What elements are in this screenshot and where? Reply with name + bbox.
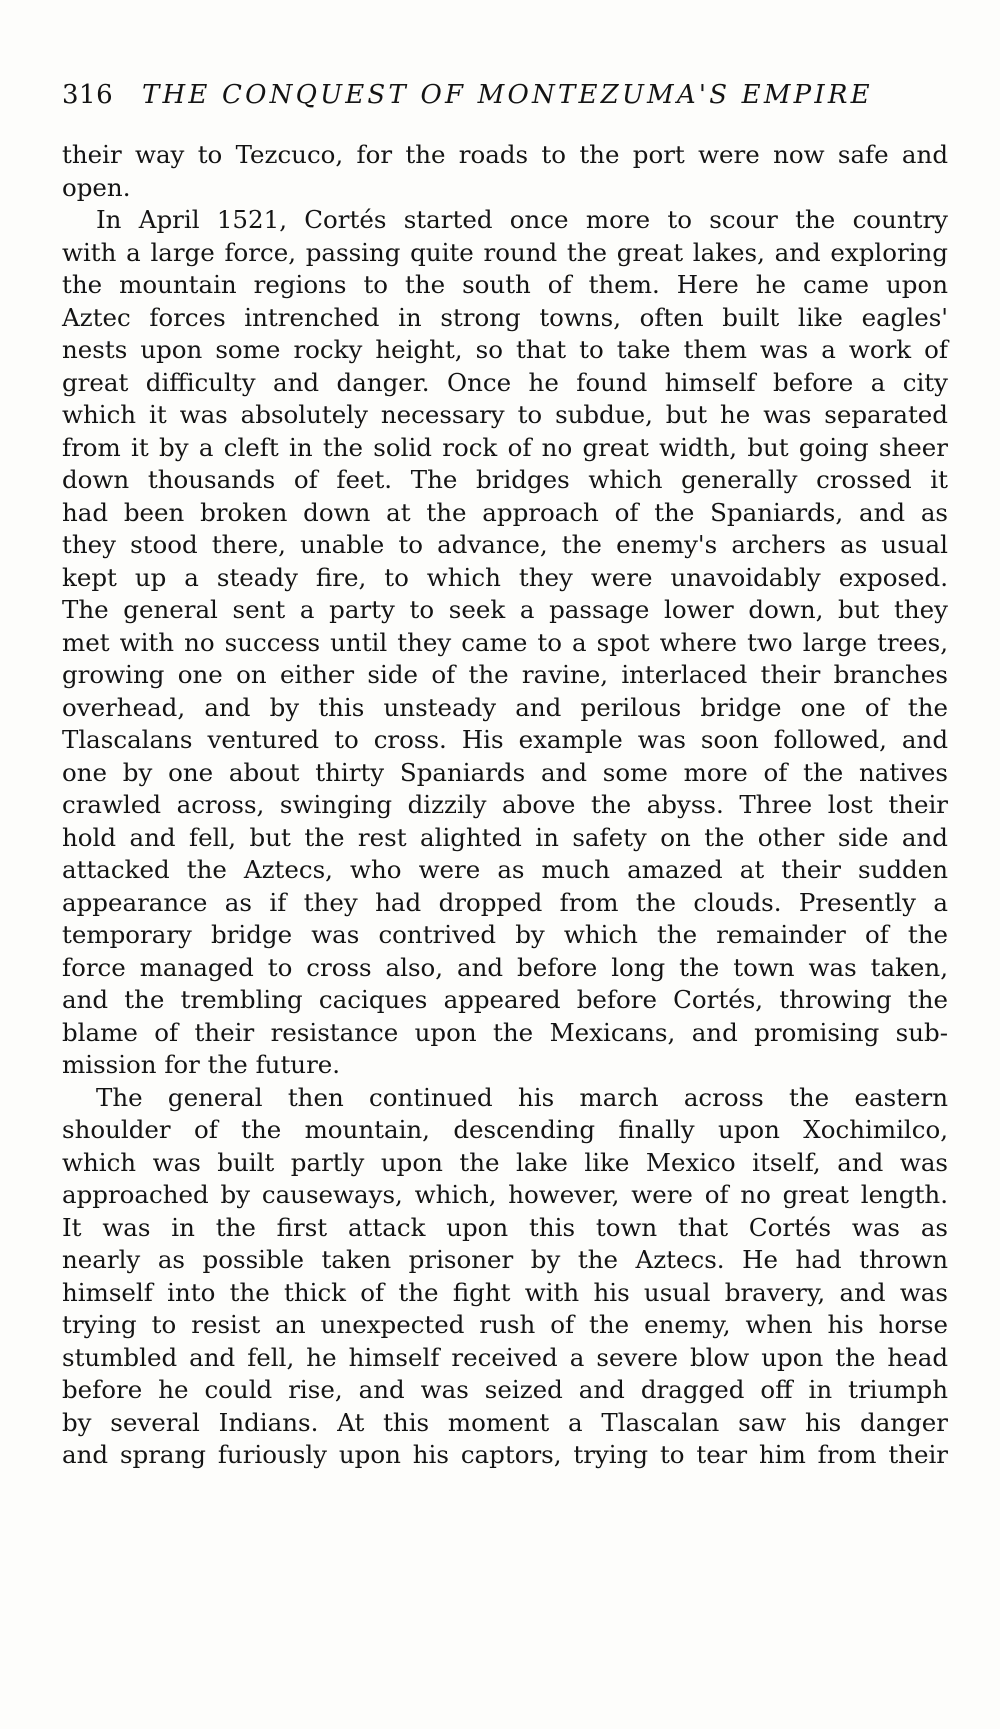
- text-line: met with no success until they came to a spot where two large trees,: [62, 627, 948, 657]
- text-line: blame of their resistance upon the Mexicans, and promising sub-: [62, 1017, 948, 1047]
- text-line: Aztec forces intrenched in strong towns, often built like eagles': [62, 302, 948, 332]
- text-line: It was in the first attack upon this town that Cortés was as: [62, 1212, 948, 1242]
- running-title: THE CONQUEST OF MONTEZUMA'S EMPIRE: [142, 80, 873, 110]
- text-line: down thousands of feet. The bridges which generally crossed it: [62, 465, 948, 494]
- text-line: shoulder of the mountain, descending finally upon Xochimilco,: [62, 1115, 948, 1144]
- text-line: hold and fell, but the rest alighted in safety on the other side and: [62, 822, 948, 852]
- text-line: The general sent a party to seek a passage lower down, but they: [62, 595, 948, 624]
- running-head: [62, 78, 942, 112]
- text-line: nearly as possible taken prisoner by the Aztecs. He had thrown: [62, 1245, 948, 1274]
- text-line: and sprang furiously upon his captors, trying to tear him from their: [62, 1440, 948, 1469]
- text-line: appearance as if they had dropped from the clouds. Presently a: [62, 887, 948, 917]
- text-line: approached by causeways, which, however, were of no great length.: [62, 1180, 948, 1209]
- text-line: himself into the thick of the fight with his usual bravery, and was: [62, 1277, 948, 1307]
- text-line: their way to Tezcuco, for the roads to the port were now safe and: [62, 140, 948, 169]
- text-line: one by one about thirty Spaniards and some more of the natives: [62, 757, 948, 787]
- text-line: trying to resist an unexpected rush of the enemy, when his horse: [62, 1310, 948, 1339]
- text-line: The general then continued his march across the eastern: [96, 1082, 948, 1112]
- text-line: Tlascalans ventured to cross. His example was soon followed, and: [62, 725, 948, 754]
- text-line: crawled across, swinging dizzily above the abyss. Three lost their: [62, 790, 948, 819]
- text-line: before he could rise, and was seized and dragged off in triumph: [62, 1375, 948, 1404]
- body-text: [62, 139, 948, 1472]
- text-line: which was built partly upon the lake like Mexico itself, and was: [62, 1147, 948, 1177]
- text-line: with a large force, passing quite round the great lakes, and exploring: [62, 237, 948, 267]
- text-line: and the trembling caciques appeared before Cortés, throwing the: [62, 985, 948, 1014]
- text-line: kept up a steady fire, to which they were unavoidably exposed.: [62, 562, 948, 592]
- paragraph: [62, 1082, 948, 1472]
- text-line: they stood there, unable to advance, the enemy's archers as usual: [62, 530, 948, 559]
- text-line: nests upon some rocky height, so that to take them was a work of: [62, 335, 948, 364]
- text-line: great difficulty and danger. Once he found himself before a city: [62, 367, 948, 397]
- page-number: 316: [62, 80, 114, 110]
- text-line: attacked the Aztecs, who were as much amazed at their sudden: [62, 855, 948, 884]
- text-line: stumbled and fell, he himself received a severe blow upon the head: [62, 1342, 948, 1372]
- text-line: from it by a cleft in the solid rock of no great width, but going sheer: [62, 432, 948, 462]
- text-line: force managed to cross also, and before long the town was taken,: [62, 952, 948, 982]
- text-line: In April 1521, Cortés started once more to scour the country: [96, 205, 948, 234]
- text-line: mission for the future.: [62, 1050, 341, 1079]
- text-line: the mountain regions to the south of them. Here he came upon: [62, 270, 948, 299]
- text-line: overhead, and by this unsteady and perilous bridge one of the: [62, 692, 948, 722]
- text-line: by several Indians. At this moment a Tlascalan saw his danger: [62, 1407, 948, 1437]
- text-line: which it was absolutely necessary to subdue, but he was separated: [62, 400, 948, 429]
- text-line: open.: [62, 172, 131, 202]
- paragraph: [62, 139, 948, 204]
- text-line: growing one on either side of the ravine, interlaced their branches: [62, 660, 948, 689]
- text-line: had been broken down at the approach of the Spaniards, and as: [62, 497, 948, 527]
- text-line: temporary bridge was contrived by which the remainder of the: [62, 920, 948, 949]
- paragraph: [62, 204, 948, 1082]
